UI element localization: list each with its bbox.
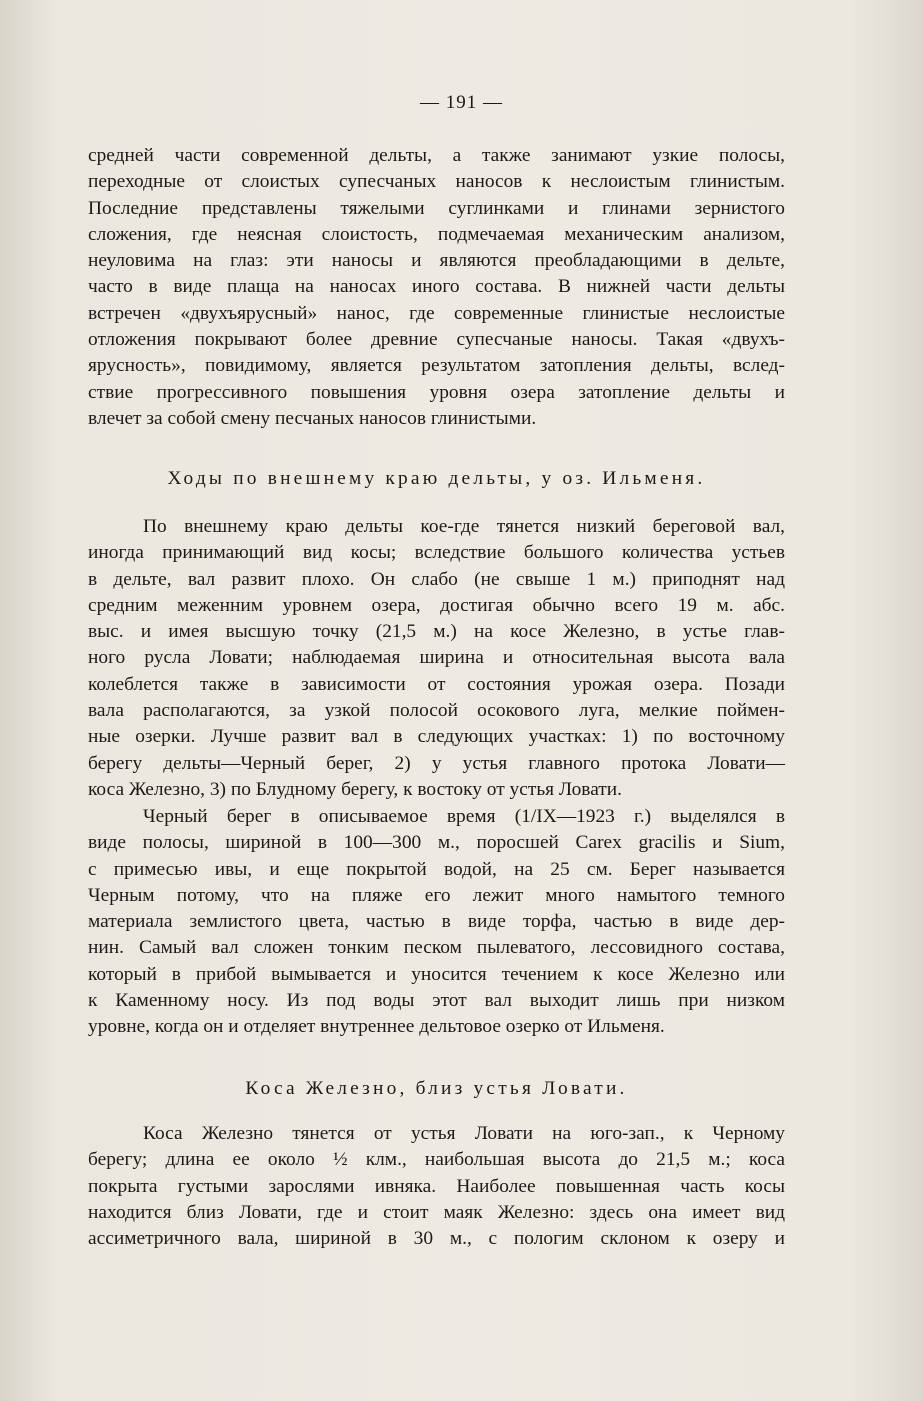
section-heading-outer-edge: Ходы по внешнему краю дельты, у оз. Ильменя. [167,468,706,489]
text-line: средней части современной дельты, а также занимают узкие полосы, [88,145,785,166]
text-line: выс. и имея высшую точку (21,5 м.) на косе Железно, в устье глав- [88,621,785,643]
text-line: Черный берег в описываемое время (1/IX—1923 г.) выделялся в [143,806,785,827]
text-line: отложения покрывают более древние супесчаные наносы. Такая «двухъ- [88,329,785,351]
text-line: коса Железно, 3) по Блудному берегу, к востоку от устья Ловати. [88,778,622,800]
text-line: в дельте, вал развит плохо. Он слабо (не свыше 1 м.) приподнят над [88,568,785,590]
text-line: покрыта густыми зарослями ивняка. Наиболее повышенная часть косы [88,1175,785,1197]
text-line: ствие прогрессивного повышения уровня озера затопление дельты и [88,381,785,403]
paragraph-zhelezno-spit [88,1121,785,1252]
text-line: материала землистого цвета, частью в виде торфа, частью в виде дер- [88,911,785,933]
text-line: ные озерки. Лучше развит вал в следующих участках: 1) по восточному [88,726,785,748]
text-line: ярусность», повидимому, является результатом затопления дельты, вслед- [88,355,785,377]
text-line: переходные от слоистых супесчаных наносов к неслоистым глинистым. [88,171,785,193]
text-line: ассиметричного вала, шириной в 30 м., с пологим склоном к озеру и [88,1228,785,1250]
text-line: влечет за собой смену песчаных наносов глинистыми. [88,407,537,429]
text-line: встречен «двухъярусный» нанос, где современные глинистые неслоистые [88,302,785,324]
text-line: который в прибой вымывается и уносится течением к косе Железно или [88,963,785,985]
text-line: Последние представлены тяжелыми суглинками и глинами зернистого [88,197,785,219]
section-heading-zhelezno-spit: Коса Железно, близ устья Ловати. [245,1078,628,1099]
paragraph-outer-edge-bank [88,514,785,803]
text-line: ного русла Ловати; наблюдаемая ширина и относительная высота вала [88,647,785,669]
text-line: нин. Самый вал сложен тонким песком пылеватого, лессовидного состава, [88,937,785,959]
text-line: Коса Железно тянется от устья Ловати на юго-зап., к Черному [143,1123,785,1144]
text-line: уровне, когда он и отделяет внутреннее дельтовое озерко от Ильменя. [88,1016,665,1038]
text-line: берегу; длина ее около ½ клм., наибольшая высота до 21,5 м.; коса [88,1149,785,1171]
text-line: находится близ Ловати, где и стоит маяк Железно: здесь она имеет вид [88,1201,785,1223]
text-line: берегу дельты—Черный берег, 2) у устья главного протока Ловати— [88,752,785,774]
text-line: Черным потому, что на пляже его лежит много намытого темного [88,884,785,906]
text-line: часто в виде плаща на наносах иного состава. В нижней части дельты [88,276,785,298]
text-line: неуловима на глаз: эти наносы и являются преобладающими в дельте, [88,250,785,272]
text-line: средним меженним уровнем озера, достигая обычно всего 19 м. абс. [88,594,785,616]
paragraph-delta-sediments [88,143,785,432]
text-line: с примесью ивы, и еще покрытой водой, на 25 см. Берег называется [88,858,785,880]
text-line: По внешнему краю дельты кое-где тянется низкий береговой вал, [143,516,785,537]
text-line: к Каменному носу. Из под воды этот вал выходит лишь при низком [88,990,785,1012]
text-line: иногда принимающий вид косы; вследствие большого количества устьев [88,542,785,564]
text-line: сложения, где неясная слоистость, подмечаемая механическим анализом, [88,223,785,245]
text-line: вала располагаются, за узкой полосой осокового луга, мелкие поймен- [88,700,785,722]
paragraph-black-shore [88,804,785,1041]
text-line: колеблется также в зависимости от состояния урожая озера. Позади [88,673,785,695]
page-number: — 191 — [420,92,503,113]
text-line: виде полосы, шириной в 100—300 м., поросшей Carex gracilis и Sium, [88,832,785,854]
